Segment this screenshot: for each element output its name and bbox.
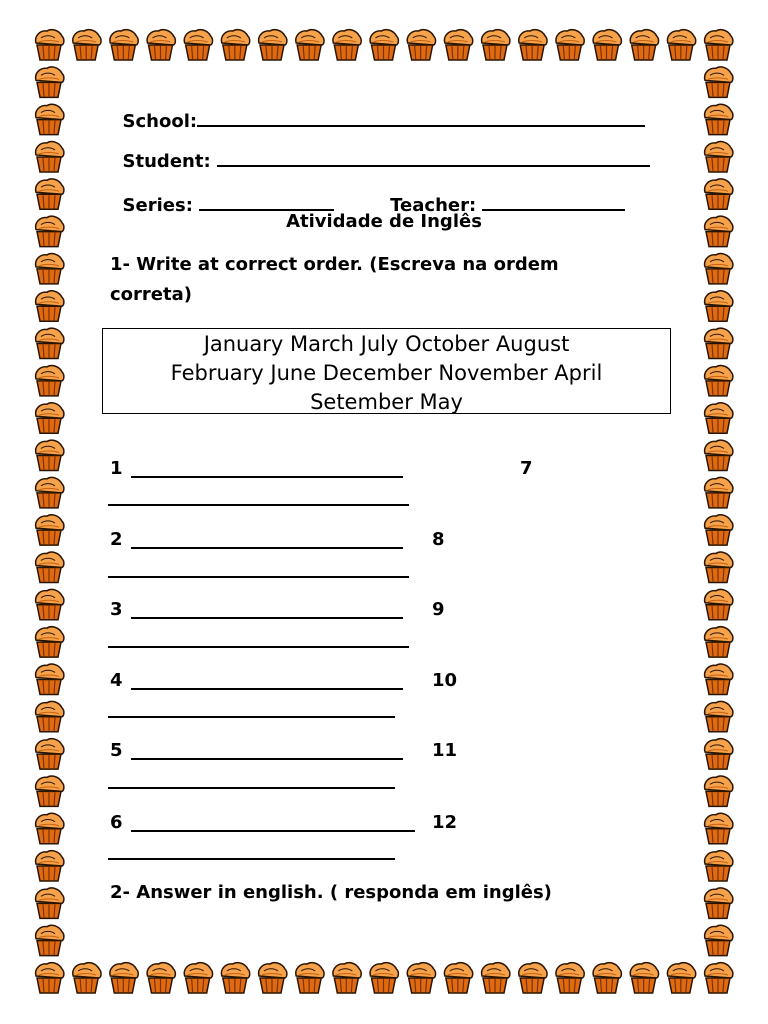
muffin-icon (259, 30, 287, 60)
answer-number-1: 1 (110, 458, 123, 479)
muffin-icon (36, 552, 64, 582)
muffin-icon (705, 403, 733, 433)
answer-number-10: 10 (432, 670, 458, 691)
muffin-icon (36, 515, 64, 545)
muffin-icon (705, 254, 733, 284)
muffin-icon (184, 963, 212, 993)
muffin-icon (705, 925, 733, 955)
muffin-icon (333, 963, 361, 993)
muffin-icon (705, 739, 733, 769)
muffin-icon (593, 963, 621, 993)
muffin-icon (667, 963, 695, 993)
answer-line-3[interactable] (131, 617, 403, 619)
question-1-line2: correta) (110, 284, 192, 305)
muffin-icon (705, 552, 733, 582)
muffin-icon (370, 30, 398, 60)
muffin-icon (36, 776, 64, 806)
muffin-icon (36, 440, 64, 470)
muffin-icon (630, 963, 658, 993)
muffin-icon (259, 963, 287, 993)
muffin-icon (36, 888, 64, 918)
muffin-icon (147, 30, 175, 60)
muffin-icon (444, 30, 472, 60)
muffin-icon (36, 142, 64, 172)
muffin-icon (36, 67, 64, 97)
muffin-icon (36, 925, 64, 955)
answer-line-1[interactable] (131, 476, 403, 478)
teacher-label: Teacher: (390, 195, 477, 216)
student-line (110, 128, 650, 172)
muffin-icon (705, 813, 733, 843)
answer-number-6: 6 (110, 812, 123, 833)
muffin-icon (705, 30, 733, 60)
muffin-icon (556, 963, 584, 993)
muffin-icon (705, 515, 733, 545)
muffin-icon (36, 739, 64, 769)
word-box-line-2: February June December November April (170, 361, 603, 385)
answer-line-11[interactable] (108, 787, 395, 789)
answer-line-9[interactable] (108, 646, 409, 648)
answer-number-12: 12 (432, 812, 458, 833)
muffin-icon (36, 664, 64, 694)
muffin-icon (705, 142, 733, 172)
school-field[interactable] (197, 109, 645, 127)
muffin-icon (519, 963, 547, 993)
word-box-line-3: Setember May (310, 390, 463, 414)
muffin-icon (36, 963, 64, 993)
muffin-icon (296, 30, 324, 60)
muffin-icon (221, 30, 249, 60)
question-1-line1: 1- Write at correct order. (Escreva na ordem (110, 254, 559, 275)
answer-number-3: 3 (110, 599, 123, 620)
muffin-icon (705, 701, 733, 731)
muffin-icon (370, 963, 398, 993)
series-teacher-line (110, 172, 625, 216)
muffin-icon (73, 963, 101, 993)
muffin-icon (519, 30, 547, 60)
answer-line-6[interactable] (131, 830, 415, 832)
word-box-line-1: January March July October August (203, 332, 570, 356)
answer-number-2: 2 (110, 529, 123, 550)
answer-number-11: 11 (432, 740, 458, 761)
muffin-icon (667, 30, 695, 60)
student-field[interactable] (217, 149, 650, 167)
series-label: Series: (122, 195, 193, 216)
answer-number-8: 8 (432, 529, 445, 550)
muffin-icon (705, 664, 733, 694)
muffin-icon (36, 291, 64, 321)
muffin-icon (36, 477, 64, 507)
month-word-box (102, 328, 671, 414)
teacher-field[interactable] (482, 193, 625, 211)
muffin-icon (705, 851, 733, 881)
muffin-icon (705, 589, 733, 619)
muffin-icon (705, 328, 733, 358)
muffin-icon (705, 627, 733, 657)
muffin-icon (36, 328, 64, 358)
muffin-icon (407, 963, 435, 993)
muffin-icon (556, 30, 584, 60)
muffin-icon (184, 30, 212, 60)
muffin-icon (705, 477, 733, 507)
answer-number-9: 9 (432, 599, 445, 620)
answer-line-5[interactable] (131, 758, 403, 760)
muffin-icon (296, 963, 324, 993)
series-field[interactable] (199, 193, 334, 211)
school-label: School: (122, 111, 198, 132)
muffin-icon (705, 291, 733, 321)
muffin-icon (36, 627, 64, 657)
muffin-icon (36, 179, 64, 209)
muffin-icon (36, 104, 64, 134)
muffin-icon (36, 701, 64, 731)
muffin-icon (482, 963, 510, 993)
answer-number-4: 4 (110, 670, 123, 691)
muffin-icon (705, 104, 733, 134)
muffin-icon (36, 30, 64, 60)
muffin-icon (705, 67, 733, 97)
muffin-icon (36, 366, 64, 396)
muffin-icon (36, 589, 64, 619)
muffin-icon (705, 366, 733, 396)
muffin-icon (705, 963, 733, 993)
muffin-icon (36, 851, 64, 881)
muffin-icon (705, 888, 733, 918)
muffin-icon (593, 30, 621, 60)
school-line (110, 88, 645, 132)
answer-line-4[interactable] (131, 688, 403, 690)
answer-line-8[interactable] (108, 576, 409, 578)
question-2: 2- Answer in english. ( responda em inglês) (110, 882, 552, 903)
answer-line-12[interactable] (108, 858, 395, 860)
answer-line-7[interactable] (108, 504, 409, 506)
muffin-icon (36, 813, 64, 843)
answer-line-2[interactable] (131, 547, 403, 549)
muffin-icon (36, 403, 64, 433)
student-label: Student: (122, 151, 211, 172)
muffin-icon (444, 963, 472, 993)
answer-number-5: 5 (110, 740, 123, 761)
muffin-icon (147, 963, 175, 993)
muffin-icon (705, 776, 733, 806)
muffin-icon (110, 963, 138, 993)
muffin-icon (407, 30, 435, 60)
answer-number-7: 7 (520, 458, 533, 479)
muffin-icon (110, 30, 138, 60)
muffin-icon (705, 179, 733, 209)
muffin-icon (73, 30, 101, 60)
page-title: Atividade de Inglês (286, 211, 482, 232)
muffin-icon (705, 440, 733, 470)
answer-line-10[interactable] (108, 716, 395, 718)
muffin-icon (333, 30, 361, 60)
muffin-icon (221, 963, 249, 993)
muffin-icon (630, 30, 658, 60)
muffin-icon (36, 254, 64, 284)
muffin-icon (482, 30, 510, 60)
